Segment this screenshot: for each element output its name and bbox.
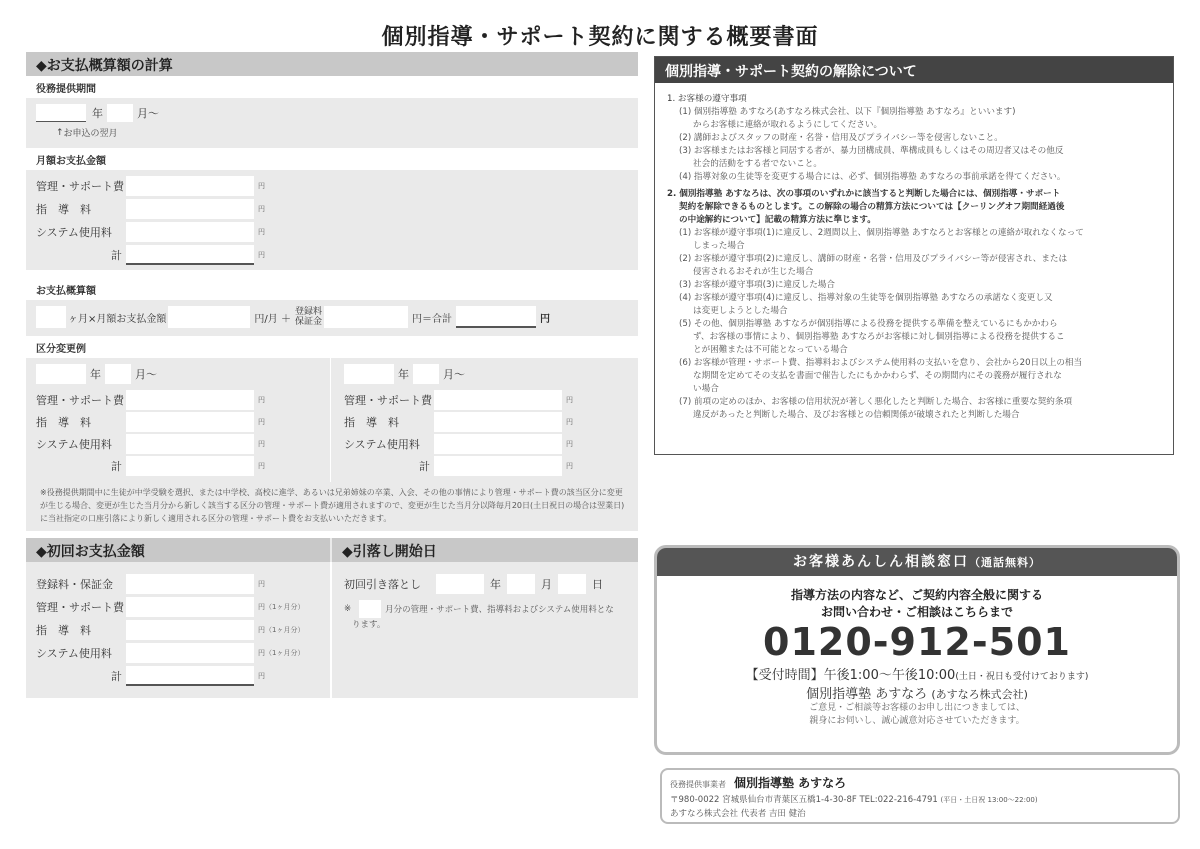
consult-box — [654, 545, 1180, 755]
calc-note: ※役務提供期間中に生徒が中学受験を選択、または中学校、高校に進学、あるいは兄弟姉妹の卒業、入会、その他の事情により管理・サポート費の該当区分に変更が生じる場合、変更が生じた当月分から新しく該当する区分の管理・サポート費が適用されますので、変更が生じた当月分以降毎月20日(土日祝日の場合は翌業日)に当社指定の口座引落により新しく適用される区分の管理・サポート費をお支払いいただきます。 — [26, 482, 638, 531]
cancel-s2-item: (4) お客様が遵守事項(4)に違反し、指導対象の生徒等を個別指導塾 あすなろの承諾なく変更し又 — [679, 293, 1053, 303]
cancel-s2-item: しまった場合 — [693, 241, 745, 251]
cancel-heading: 個別指導・サポート契約の解除について — [655, 57, 1173, 83]
fee-label-support: 管理・サポート費 — [36, 180, 124, 193]
initial-tuition-input[interactable] — [126, 620, 254, 640]
cancel-s2-item: は変更しようとした場合 — [693, 306, 788, 316]
monthly-system-input[interactable] — [126, 222, 254, 242]
cancel-s1-item: (4) 指導対象の生徒等を変更する場合には、必ず、個別指導塾 あすなろの事前承諾を得てください。 — [679, 172, 1066, 182]
yen-label: 円 — [258, 462, 265, 470]
cancel-s2-title: の中途解約について】記載の精算方法に準じます。 — [679, 215, 876, 225]
consult-heading-text: お客様あんしん相談窓口 — [793, 554, 969, 570]
month-from-label: 月〜 — [135, 368, 157, 381]
consult-hours — [657, 664, 1177, 683]
estimate-label: お支払概算額 — [26, 278, 638, 300]
fee-label-total: 計 — [419, 460, 430, 473]
page-title: 個別指導・サポート契約に関する概要書面 — [381, 25, 819, 50]
cancel-s2-item: (5) その他、個別指導塾 あすなろが個別指導による役務を提供する準備を整えているにもかかわら — [679, 319, 1058, 329]
debit-note-2: ります。 — [352, 620, 386, 630]
ex2-support-input[interactable] — [434, 390, 562, 410]
cancel-s2-item: い場合 — [693, 384, 719, 394]
cancel-s2-title: 2. 個別指導塾 あすなろは、次の事項のいずれかに該当すると判断した場合には、個別指導・サポート — [667, 189, 1061, 199]
divider — [330, 358, 331, 482]
deposit-label: 保証金 — [294, 317, 322, 327]
cancel-s2-item: (7) 前項の定めのほか、お客様の信用状況が著しく悪化したと判断した場合、お客様に重要な契約条項 — [679, 397, 1073, 407]
cancel-s2-item: とが困難または不可能となっている場合 — [693, 345, 848, 355]
debit-heading: ◆引落し開始日 — [332, 538, 638, 562]
example-block — [26, 358, 638, 482]
initial-heading: ◆初回お支払金額 — [26, 538, 330, 562]
cancel-s1-item: (2) 講師およびスタッフの財産・名誉・信用及びプライバシー等を侵害しないこと。 — [679, 133, 1003, 143]
yen-label: 円 — [566, 418, 573, 426]
estimate-block — [26, 300, 638, 336]
ex2-tuition-input[interactable] — [434, 412, 562, 432]
fee-label-support: 管理・サポート費 — [36, 394, 124, 407]
fee-label-system: システム使用料 — [36, 226, 112, 239]
monthly-total-input[interactable] — [126, 245, 254, 265]
first-debit-label: 初回引き落とし — [344, 578, 421, 591]
period-month-input[interactable] — [107, 104, 133, 122]
yen-label: 円 — [258, 182, 265, 190]
cancel-s2-item: (1) お客様が遵守事項(1)に違反し、2週間以上、個別指導塾 あすなろとお客様との連絡が取れなくなって — [679, 228, 1084, 238]
monthly-tuition-input[interactable] — [126, 199, 254, 219]
yen-label: 円 — [258, 228, 265, 236]
day-label: 日 — [592, 578, 603, 591]
ex2-year-input[interactable] — [344, 364, 394, 384]
apply-note: お申込の翌月 — [63, 129, 118, 139]
cancel-s2-item: (3) お客様が遵守事項(3)に違反した場合 — [679, 280, 835, 290]
cancel-s1-title: 1. お客様の遵守事項 — [667, 94, 747, 104]
debit-note: 月分の管理・サポート費、指導料およびシステム使用料とな — [385, 605, 614, 615]
consult-hours-text: 【受付時間】午後1:00〜午後10:00 — [745, 668, 956, 683]
monthly-amount-input[interactable] — [168, 306, 250, 328]
yen-label: 円 — [566, 462, 573, 470]
provider-address-sub: (平日・土日祝 13:00〜22:00) — [940, 796, 1038, 804]
debit-year-input[interactable] — [436, 574, 484, 594]
calc-heading: ◆お支払概算額の計算 — [26, 52, 638, 76]
consult-name-text: 個別指導塾 あすなろ — [806, 687, 928, 702]
cancel-s1-item: 社会的活動をする者でないこと。 — [693, 159, 822, 169]
cancel-s2-item: (2) お客様が遵守事項(2)に違反し、講師の財産・名誉・信用及びプライバシー等が侵害され、または — [679, 254, 1068, 264]
provider-address: 〒980-0022 宮城県仙台市青葉区五橋1-4-30-8F TEL:022-216-4791 — [670, 795, 938, 805]
consult-heading — [657, 548, 1177, 576]
yen-label: 円 — [258, 418, 265, 426]
fee-label-system: システム使用料 — [36, 438, 112, 451]
provider-box — [660, 768, 1180, 824]
yen-label: 円 — [258, 580, 265, 588]
month-from-label: 月〜 — [137, 107, 159, 120]
cancel-s2-item: 違反があったと判断した場合、及びお客様との信頼関係が破壊されたと判断した場合 — [693, 410, 1020, 420]
cancel-s1-item: からお客様に連絡が取れるようにしてください。 — [693, 120, 883, 130]
cancel-s2-item: ず、お客様の事情により、個別指導塾 あすなろがお客様に対し個別指導による役務を提供するこ — [693, 332, 1065, 342]
cancel-s2-title: 契約を解除できるものとします。この解除の場合の精算方法については【クーリングオフ期間経過後 — [679, 202, 1065, 212]
yen-label: 円 — [258, 440, 265, 448]
yen-label: 円 — [258, 251, 265, 259]
consult-small-2: 親身にお伺いし、誠心誠意対応させていただきます。 — [809, 716, 1025, 726]
months-input[interactable] — [36, 306, 66, 328]
reg-fee-label: 登録料 — [294, 307, 322, 317]
consult-line-2: お問い合わせ・ご相談はこちらまで — [820, 605, 1013, 619]
initial-support-label: 管理・サポート費 — [36, 601, 124, 614]
ex1-month-input[interactable] — [105, 364, 131, 384]
year-label: 年 — [90, 368, 101, 381]
yen-label: 円 — [566, 440, 573, 448]
period-block — [26, 98, 638, 148]
monthly-label: 月額お支払金額 — [26, 148, 638, 170]
initial-reg-label: 登録料・保証金 — [36, 578, 113, 591]
cancel-s1-item: (1) 個別指導塾 あすなろ(あすなろ株式会社、以下『個別指導塾 あすなろ』といいます) — [679, 107, 1016, 117]
fee-label-total: 計 — [111, 249, 122, 262]
fee-label-tuition: 指 導 料 — [36, 203, 91, 216]
year-label: 年 — [92, 107, 103, 120]
period-year-input[interactable] — [36, 104, 86, 122]
reg-fee-input[interactable] — [324, 306, 408, 328]
initial-tuition-label: 指 導 料 — [36, 624, 91, 637]
consult-heading-sub: （通話無料） — [969, 556, 1041, 569]
calc-section — [26, 52, 638, 531]
fee-label-tuition: 指 導 料 — [344, 416, 399, 429]
consult-name-sub: (あすなろ株式会社) — [931, 688, 1028, 701]
consult-hours-sub: (土日・祝日も受付けております) — [955, 672, 1089, 682]
fee-label-system: システム使用料 — [344, 438, 420, 451]
period-label: 役務提供期間 — [26, 76, 638, 98]
provider-name: 個別指導塾 あすなろ — [734, 776, 847, 790]
per-month-plus: 円/月 ＋ — [254, 313, 291, 325]
cancel-s1-item: (3) お客様またはお客様と同居する者が、暴力団構成員、準構成員もしくはその周辺者又はその他反 — [679, 146, 1064, 156]
note-prefix: ※ — [344, 604, 352, 614]
fee-label-support: 管理・サポート費 — [344, 394, 432, 407]
divider — [330, 562, 332, 698]
year-label: 年 — [398, 368, 409, 381]
one-month-label: 円（1ヶ月分） — [258, 649, 305, 657]
debit-note-month-input[interactable] — [359, 600, 381, 618]
consult-small-1: ご意見・ご相談等お客様のお申し出につきましては、 — [809, 703, 1025, 713]
consult-phone[interactable]: 0120-912-501 — [763, 620, 1071, 664]
consult-name — [657, 683, 1177, 702]
initial-section — [26, 538, 638, 698]
initial-total-label: 計 — [111, 670, 122, 683]
ex1-tuition-input[interactable] — [126, 412, 254, 432]
month-label: 月 — [541, 578, 552, 591]
cancel-box — [654, 56, 1174, 455]
initial-support-input[interactable] — [126, 597, 254, 617]
yen-label: 円 — [258, 205, 265, 213]
ex2-month-input[interactable] — [413, 364, 439, 384]
month-from-label: 月〜 — [443, 368, 465, 381]
one-month-label: 円（1ヶ月分） — [258, 626, 305, 634]
one-month-label: 円（1ヶ月分） — [258, 603, 305, 611]
initial-total-input[interactable] — [126, 666, 254, 686]
monthly-support-input[interactable] — [126, 176, 254, 196]
total-input[interactable] — [456, 306, 536, 328]
arrow-up-icon: ↑ — [56, 127, 64, 138]
yen-label: 円 — [566, 396, 573, 404]
ex2-total-input[interactable] — [434, 456, 562, 476]
cancel-s2-item: な期間を定めてその支払を書面で催告したにもかかわらず、その期間内にその義務が履行されな — [693, 371, 1062, 381]
yen-label: 円 — [258, 672, 265, 680]
fee-label-total: 計 — [111, 460, 122, 473]
ex1-year-input[interactable] — [36, 364, 86, 384]
ex1-total-input[interactable] — [126, 456, 254, 476]
ex1-support-input[interactable] — [126, 390, 254, 410]
yen-label: 円 — [539, 313, 550, 325]
example-label: 区分変更例 — [26, 336, 638, 358]
months-x-label: ヶ月×月額お支払金額 — [68, 313, 167, 325]
monthly-block — [26, 170, 638, 270]
yen-label: 円 — [258, 396, 265, 404]
year-label: 年 — [490, 578, 501, 591]
cancel-s2-item: (6) お客様が管理・サポート費、指導料およびシステム使用料の支払いを怠り、会社から20日以上の相当 — [679, 358, 1083, 368]
fee-label-tuition: 指 導 料 — [36, 416, 91, 429]
debit-day-input[interactable] — [558, 574, 586, 594]
initial-reg-input[interactable] — [126, 574, 254, 594]
cancel-s2-item: 侵害されるおそれが生じた場合 — [693, 267, 814, 277]
ex1-system-input[interactable] — [126, 434, 254, 454]
equals-total-label: 円＝合計 — [411, 313, 452, 325]
provider-label: 役務提供事業者 — [670, 780, 726, 789]
consult-line-1: 指導方法の内容など、ご契約内容全般に関する — [790, 588, 1043, 602]
initial-system-label: システム使用料 — [36, 647, 112, 660]
ex2-system-input[interactable] — [434, 434, 562, 454]
initial-system-input[interactable] — [126, 643, 254, 663]
debit-month-input[interactable] — [507, 574, 535, 594]
provider-company: あすなろ株式会社 代表者 吉田 健治 — [670, 809, 806, 819]
